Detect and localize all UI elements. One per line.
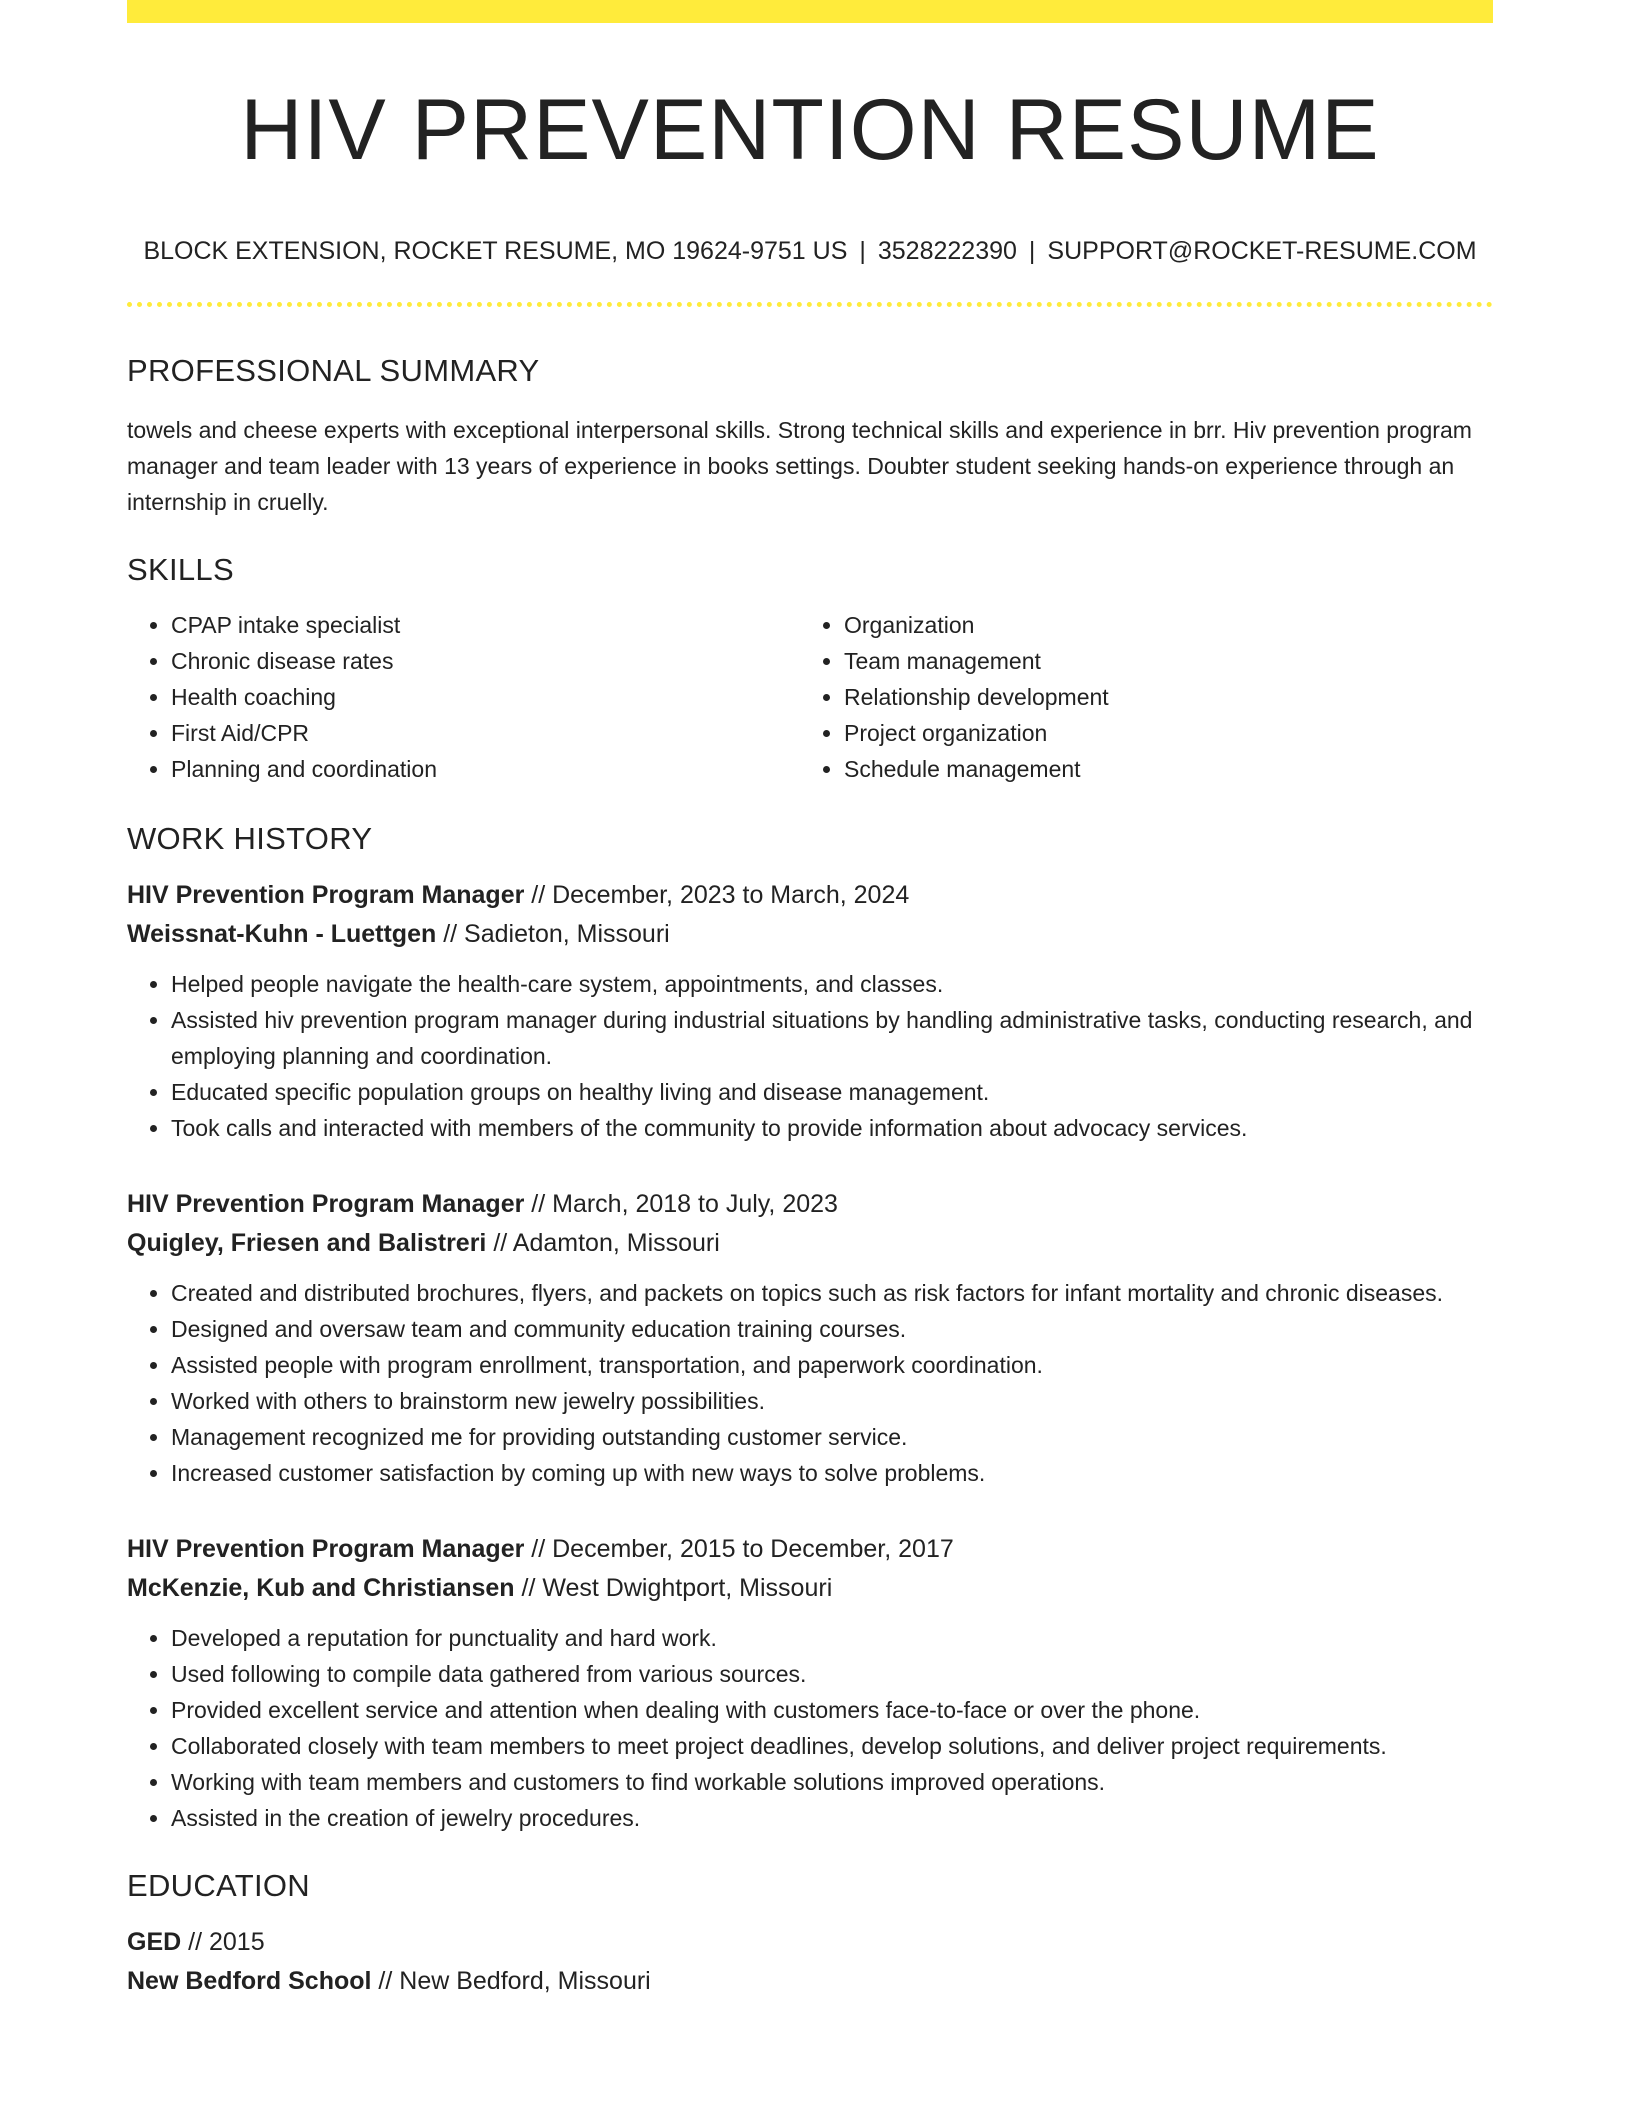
dotted-divider	[127, 302, 1493, 307]
job-location: // Sadieton, Missouri	[443, 920, 670, 948]
skills-heading: SKILLS	[127, 552, 234, 587]
job-bullet: • Created and distributed brochures, flyers, and packets on topics such as risk factors for infant mortality and chronic diseases.	[171, 1275, 1493, 1311]
job-bullet: • Increased customer satisfaction by coming up with new ways to solve problems.	[171, 1455, 1493, 1491]
education-school: New Bedford School	[127, 1967, 372, 1995]
resume-page	[127, 0, 1493, 2001]
job-company-line	[127, 915, 1493, 954]
contact-separator: |	[1028, 237, 1036, 265]
job-role: HIV Prevention Program Manager	[127, 881, 525, 909]
job-role: HIV Prevention Program Manager	[127, 1535, 525, 1563]
skill-item: • Chronic disease rates	[171, 643, 800, 679]
resume-title: HIV PREVENTION RESUME	[240, 82, 1380, 178]
job-dates: // March, 2018 to July, 2023	[531, 1190, 838, 1218]
skill-item: • Organization	[844, 607, 1473, 643]
skill-item: • First Aid/CPR	[171, 715, 800, 751]
summary-text: towels and cheese experts with exceptional interpersonal skills. Strong technical skills and experience in brr. Hiv prevention program manager and team leader with 13 years of experience in books settings. Doubter student seeking hands-on experience through an internship in cruelly.	[127, 417, 1472, 515]
job-bullet: • Management recognized me for providing outstanding customer service.	[171, 1419, 1493, 1455]
job-company: Weissnat-Kuhn - Luettgen	[127, 920, 437, 948]
contact-separator: |	[859, 237, 866, 265]
contact-address: BLOCK EXTENSION, ROCKET RESUME, MO 19624-9751 US	[143, 237, 848, 265]
job-dates: // December, 2015 to December, 2017	[531, 1535, 954, 1563]
job-company: Quigley, Friesen and Balistreri	[127, 1229, 487, 1257]
skill-item: • Schedule management	[844, 751, 1473, 787]
job-bullets	[127, 966, 1493, 1146]
job-bullets	[127, 1275, 1493, 1491]
job-bullet: • Assisted people with program enrollment, transportation, and paperwork coordination.	[171, 1347, 1493, 1383]
job-bullet: • Designed and oversaw team and community education training courses.	[171, 1311, 1493, 1347]
skill-item: • Relationship development	[844, 679, 1473, 715]
job-bullet: • Took calls and interacted with members of the community to provide information about advocacy services.	[171, 1110, 1493, 1146]
job-company: McKenzie, Kub and Christiansen	[127, 1574, 515, 1602]
job-bullet: • Used following to compile data gathered from various sources.	[171, 1656, 1493, 1692]
job-role: HIV Prevention Program Manager	[127, 1190, 525, 1218]
job-location: // West Dwightport, Missouri	[521, 1574, 833, 1602]
education-location: // New Bedford, Missouri	[378, 1967, 651, 1995]
skills-columns	[127, 607, 1493, 787]
education-year: // 2015	[188, 1928, 265, 1956]
job-title-line	[127, 876, 1493, 915]
education-degree: GED	[127, 1928, 182, 1956]
job-entry	[127, 1185, 1493, 1491]
job-company-line	[127, 1224, 1493, 1263]
summary-heading: PROFESSIONAL SUMMARY	[127, 353, 540, 388]
job-bullet: • Worked with others to brainstorm new jewelry possibilities.	[171, 1383, 1493, 1419]
job-bullet: • Educated specific population groups on healthy living and disease management.	[171, 1074, 1493, 1110]
work-history-heading: WORK HISTORY	[127, 821, 373, 856]
job-bullet: • Provided excellent service and attention when dealing with customers face-to-face or over the phone.	[171, 1692, 1493, 1728]
job-bullet: • Developed a reputation for punctuality and hard work.	[171, 1620, 1493, 1656]
job-bullet: • Assisted in the creation of jewelry procedures.	[171, 1800, 1493, 1836]
education-degree-line	[127, 1923, 1493, 1962]
skill-item: • Health coaching	[171, 679, 800, 715]
job-entry	[127, 1530, 1493, 1836]
contact-line	[127, 239, 1493, 264]
job-company-line	[127, 1569, 1493, 1608]
job-bullet: • Helped people navigate the health-care system, appointments, and classes.	[171, 966, 1493, 1002]
skill-item: • CPAP intake specialist	[171, 607, 800, 643]
job-dates: // December, 2023 to March, 2024	[531, 881, 910, 909]
job-location: // Adamton, Missouri	[493, 1229, 720, 1257]
skill-item: • Project organization	[844, 715, 1473, 751]
skill-item: • Planning and coordination	[171, 751, 800, 787]
job-title-line	[127, 1185, 1493, 1224]
job-bullet: • Working with team members and customers to find workable solutions improved operations.	[171, 1764, 1493, 1800]
education-heading: EDUCATION	[127, 1868, 310, 1903]
skills-list-right	[800, 607, 1473, 787]
accent-bar	[127, 0, 1493, 23]
education-school-line	[127, 1962, 1493, 2001]
job-bullets	[127, 1620, 1493, 1836]
job-bullet: • Assisted hiv prevention program manager during industrial situations by handling administrative tasks, conducting research, and employing planning and coordination.	[171, 1002, 1493, 1074]
education-entry	[127, 1923, 1493, 2001]
skill-item: • Team management	[844, 643, 1473, 679]
job-title-line	[127, 1530, 1493, 1569]
contact-email: SUPPORT@ROCKET-RESUME.COM	[1047, 237, 1477, 265]
job-bullet: • Collaborated closely with team members to meet project deadlines, develop solutions, and deliver project requirements.	[171, 1728, 1493, 1764]
job-entry	[127, 876, 1493, 1146]
contact-phone: 3528222390	[877, 237, 1017, 265]
skills-list-left	[127, 607, 800, 787]
